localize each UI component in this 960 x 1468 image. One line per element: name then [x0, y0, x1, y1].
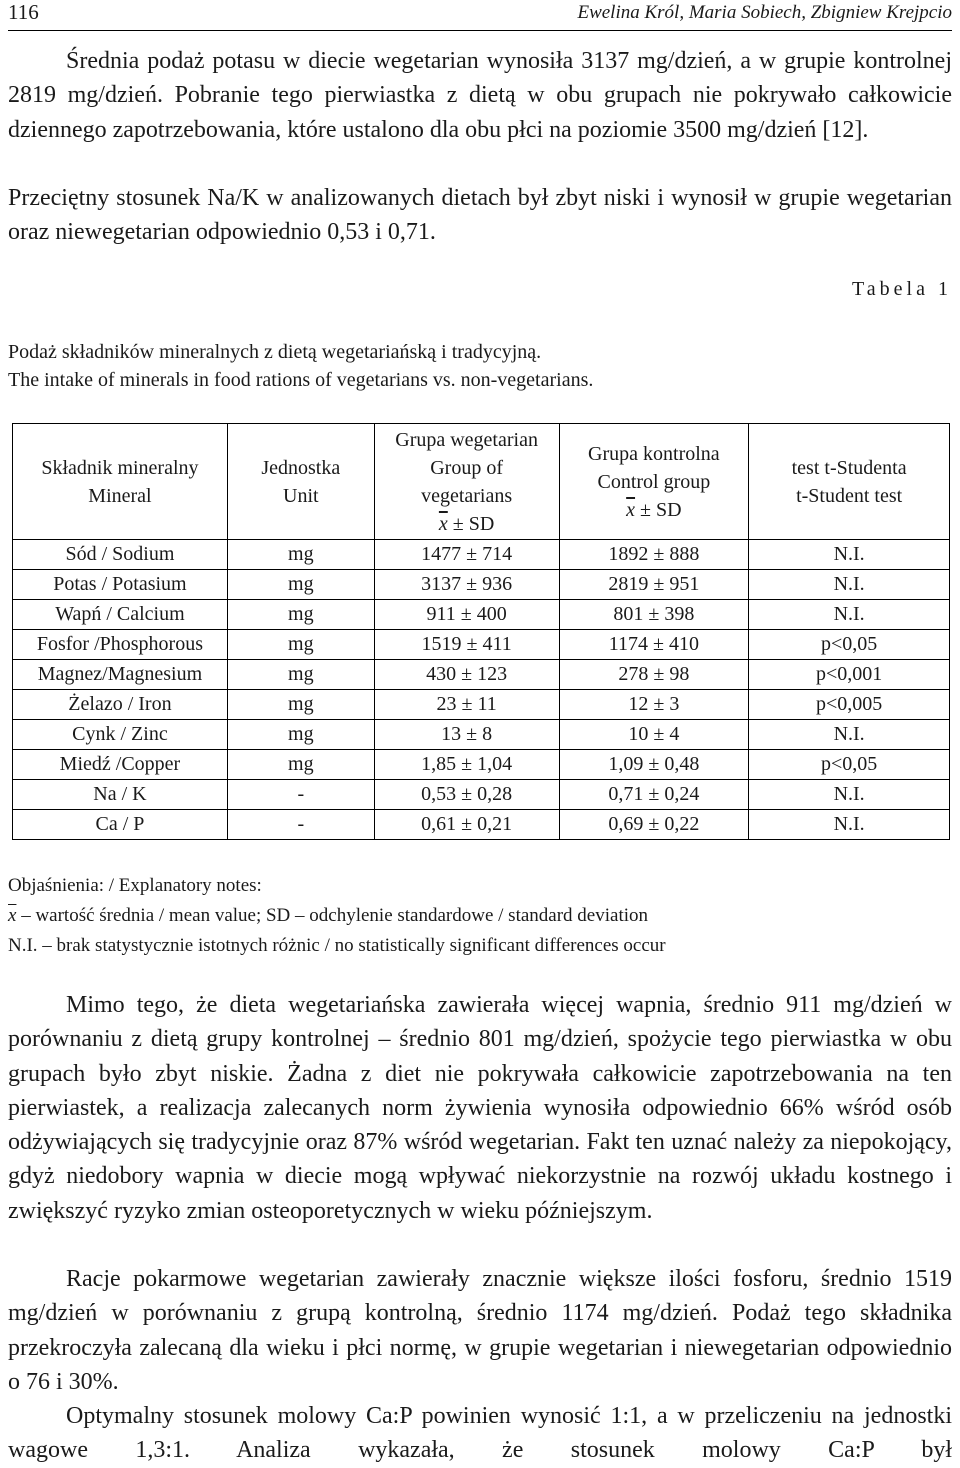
cell-control: 1892 ± 888: [559, 540, 749, 570]
cell-vegetarians: 13 ± 8: [374, 720, 559, 750]
mean-symbol: $\overline{x}$: [8, 905, 17, 926]
table-row: [13, 810, 950, 840]
notes-ni-line: N.I. – brak statystycznie istotnych różnic / no statistically significant differences occur: [8, 935, 666, 956]
cell-mineral: Cynk / Zinc: [13, 720, 228, 750]
header-test-en: t-Student test: [796, 484, 903, 507]
table-row: [13, 540, 950, 570]
minerals-table: [12, 423, 950, 840]
cell-vegetarians: 1519 ± 411: [374, 630, 559, 660]
header-ctrl-pl: Grupa kontrolna: [588, 442, 720, 465]
cell-control: 10 ± 4: [559, 720, 749, 750]
table-caption-en: The intake of minerals in food rations of vegetarians vs. non-vegetarians.: [8, 369, 594, 391]
cell-mineral: Na / K: [13, 780, 228, 810]
cell-unit: -: [227, 780, 374, 810]
cell-t-test: N.I.: [749, 810, 950, 840]
table-label: Tabela 1: [851, 278, 952, 300]
cell-mineral: Potas / Potasium: [13, 570, 228, 600]
cell-control: 2819 ± 951: [559, 570, 749, 600]
cell-mineral: Ca / P: [13, 810, 228, 840]
intro-paragraph-potassium: Średnia podaż potasu w diecie wegetarian wynosiła 3137 mg/dzień, a w grupie kontrolnej 2819 mg/dzień. Pobranie tego pierwiastka z dietą w obu grupach nie pokrywało całkowicie dziennego zapotrzebowania, które ustalono dla obu płci na poziomie 3500 mg/dzień [12].: [8, 48, 952, 143]
page-number: 116: [8, 0, 39, 24]
cell-vegetarians: 0,53 ± 0,28: [374, 780, 559, 810]
header-veg-mean-sd: [375, 510, 559, 538]
mean-symbol: $\overline{x}$: [626, 498, 636, 521]
cell-unit: mg: [227, 690, 374, 720]
explanatory-notes: [8, 871, 666, 961]
cell-control: 12 ± 3: [559, 690, 749, 720]
mean-symbol: $\overline{x}$: [438, 512, 448, 535]
header-veg-en-1: Group of: [430, 456, 503, 479]
cell-t-test: p<0,001: [749, 660, 950, 690]
table-row: [13, 630, 950, 660]
header-veg-pl: Grupa wegetarian: [395, 428, 538, 451]
header-vegetarians: [374, 424, 559, 540]
cell-t-test: N.I.: [749, 540, 950, 570]
table-row: [13, 660, 950, 690]
table-caption: [8, 338, 593, 394]
notes-mean-text: – wartość średnia / mean value; SD – odchylenie standardowe / standard deviation: [16, 905, 649, 926]
cell-unit: mg: [227, 630, 374, 660]
cell-control: 801 ± 398: [559, 600, 749, 630]
cell-vegetarians: 0,61 ± 0,21: [374, 810, 559, 840]
cell-vegetarians: 23 ± 11: [374, 690, 559, 720]
cell-unit: mg: [227, 750, 374, 780]
cell-control: 0,69 ± 0,22: [559, 810, 749, 840]
cell-unit: mg: [227, 660, 374, 690]
cell-mineral: Fosfor /Phosphorous: [13, 630, 228, 660]
table-row: [13, 570, 950, 600]
header-test-pl: test t-Studenta: [791, 456, 907, 479]
sd-symbol: ± SD: [447, 512, 495, 535]
cell-unit: -: [227, 810, 374, 840]
header-unit-en: Unit: [283, 484, 319, 507]
table-row: [13, 600, 950, 630]
table-header-row: [13, 424, 950, 540]
header-unit-pl: Jednostka: [261, 456, 341, 479]
cell-control: 1174 ± 410: [559, 630, 749, 660]
cell-vegetarians: 1,85 ± 1,04: [374, 750, 559, 780]
header-veg-en-2: vegetarians: [421, 484, 513, 507]
cell-vegetarians: 911 ± 400: [374, 600, 559, 630]
cell-t-test: N.I.: [749, 780, 950, 810]
header-mineral: [13, 424, 228, 540]
cell-mineral: Żelazo / Iron: [13, 690, 228, 720]
cell-vegetarians: 3137 ± 936: [374, 570, 559, 600]
header-mineral-en: Mineral: [88, 484, 152, 507]
cell-mineral: Magnez/Magnesium: [13, 660, 228, 690]
cell-mineral: Miedź /Copper: [13, 750, 228, 780]
header-t-test: [749, 424, 950, 540]
body-paragraph-phosphorus: Racje pokarmowe wegetarian zawierały znacznie większe ilości fosforu, średnio 1519 mg/dzień w porównaniu z grupą kontrolną, średnio 1174 mg/dzień. Podaż tego składnika przekroczyła zalecaną dla wieku i płci normę, w grupie wegetarian i niewegetarian odpowiednio o 76 i 30%.: [8, 1266, 952, 1395]
notes-title: Objaśnienia: / Explanatory notes:: [8, 875, 262, 896]
body-paragraph-ca-p-ratio: Optymalny stosunek molowy Ca:P powinien wynosić 1:1, a w przeliczeniu na jednostki wagowe 1,3:1. Analiza wykazała, że stosunek molowy Ca:P był: [8, 1403, 952, 1464]
cell-unit: mg: [227, 540, 374, 570]
cell-t-test: N.I.: [749, 570, 950, 600]
table-row: [13, 750, 950, 780]
cell-mineral: Sód / Sodium: [13, 540, 228, 570]
header-unit: [227, 424, 374, 540]
cell-t-test: N.I.: [749, 720, 950, 750]
table-row: [13, 720, 950, 750]
cell-t-test: N.I.: [749, 600, 950, 630]
cell-t-test: p<0,005: [749, 690, 950, 720]
table-row: [13, 780, 950, 810]
intro-paragraph-na-k-ratio: Przeciętny stosunek Na/K w analizowanych dietach był zbyt niski i wynosił w grupie wegetarian oraz niewegetarian odpowiednio 0,53 i 0,71.: [8, 185, 952, 246]
running-head: Ewelina Król, Maria Sobiech, Zbigniew Krejpcio: [577, 2, 952, 23]
cell-unit: mg: [227, 720, 374, 750]
cell-t-test: p<0,05: [749, 630, 950, 660]
table-row: [13, 690, 950, 720]
cell-mineral: Wapń / Calcium: [13, 600, 228, 630]
header-control: [559, 424, 749, 540]
cell-vegetarians: 430 ± 123: [374, 660, 559, 690]
cell-control: 278 ± 98: [559, 660, 749, 690]
cell-control: 1,09 ± 0,48: [559, 750, 749, 780]
sd-symbol: ± SD: [635, 498, 682, 521]
header-ctrl-mean-sd: [560, 496, 749, 524]
table-caption-pl: Podaż składników mineralnych z dietą wegetariańską i tradycyjną.: [8, 341, 542, 363]
cell-t-test: p<0,05: [749, 750, 950, 780]
header-ctrl-en: Control group: [597, 470, 711, 493]
cell-vegetarians: 1477 ± 714: [374, 540, 559, 570]
page-header: [8, 0, 952, 31]
cell-unit: mg: [227, 600, 374, 630]
body-paragraph-calcium: Mimo tego, że dieta wegetariańska zawierała więcej wapnia, średnio 911 mg/dzień w porównaniu z dietą grupy kontrolnej – średnio 801 mg/dzień, spożycie tego pierwiastka w obu grupach było zbyt niskie. Żadna z diet nie pokrywała całkowicie zapotrzebowania na ten pierwiastek, a realizacja zalecanych norm żywienia wynosiła odpowiednio 66% wśród osób odżywiających się tradycyjnie oraz 87% wśród wegetarian. Fakt ten uznać należy za niepokojący, gdyż niedobory wapnia w diecie mogą wpływać niekorzystnie na rozwój układu kostnego i zwiększyć ryzyko zmian osteoporetycznych w wieku późniejszym.: [8, 992, 952, 1224]
notes-mean-line: [8, 901, 666, 931]
header-mineral-pl: Składnik mineralny: [41, 456, 199, 479]
cell-unit: mg: [227, 570, 374, 600]
cell-control: 0,71 ± 0,24: [559, 780, 749, 810]
